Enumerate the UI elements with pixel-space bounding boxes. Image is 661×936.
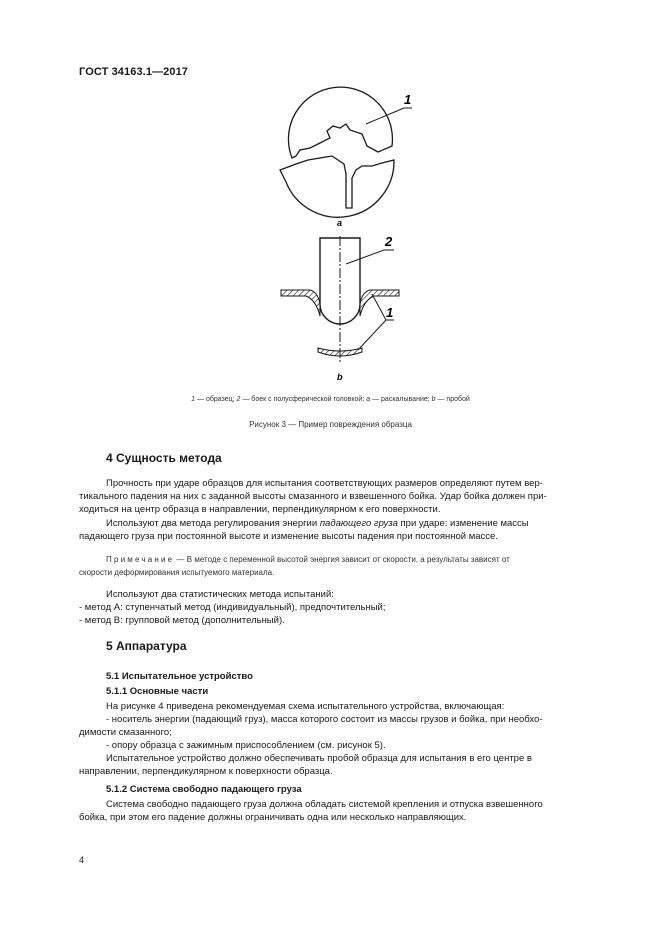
figure-caption: Рисунок 3 — Пример повреждения образца <box>249 420 412 429</box>
section-4-paragraph-2: Используют два метода регулирования энергии падающего груза при ударе: изменение массы падающего груза при постоянной высоте и изменение высоты падения при постоянной массе. <box>79 518 529 542</box>
section-4-note: Примечание — В методе с переменной высотой энергия зависит от скорости, а результаты зависят от скорости деформирования испытуемого материала. <box>79 555 510 577</box>
callout-1-top: 1 <box>404 92 412 107</box>
document-header: ГОСТ 34163.1—2017 <box>79 66 189 78</box>
section-5-1-heading: 5.1 Испытательное устройство <box>106 671 253 682</box>
section-4-paragraph-3: Используют два статистических метода испытаний: - метод А: ступенчатый метод (индивидуальный), предпочтительный; - метод В: групповой метод (дополнительный). <box>79 589 386 626</box>
cracked-specimen-upper <box>288 87 392 158</box>
section-4-heading: 4 Сущность метода <box>106 451 222 465</box>
section-5-heading: 5 Аппаратура <box>106 639 187 653</box>
section-5-1-1-heading: 5.1.1 Основные части <box>106 686 209 697</box>
cracked-specimen-lower <box>280 156 394 217</box>
label-a: a <box>337 218 343 228</box>
section-5-1-2-heading: 5.1.2 Система свободно падающего груза <box>106 784 302 795</box>
figure-legend: 1 — образец; 2 — боек с полусферической головкой; a — раскалывание; b — пробой <box>191 396 470 403</box>
leader-line-1-bottom-b <box>358 320 386 350</box>
label-b: b <box>337 372 343 382</box>
leader-line-1-bottom-a <box>372 294 386 320</box>
page-number: 4 <box>79 855 85 865</box>
specimen-plate-left <box>281 290 320 316</box>
section-4-paragraph-1: Прочность при ударе образцов для испытания соответствующих размеров определяют путем вер- тикального падения на них с заданной высоты смазанного и взвешенного бойка. Удар бойка должен при- ходиться на центр образца в направлении, перпендикулярном к его поверхности. <box>79 478 547 515</box>
section-5-1-2-body: Система свободно падающего груза должна обладать системой крепления и отпуска взвешенного бойка, при этом его падение должны ограничивать одна или несколько направляющих. <box>79 799 543 823</box>
section-5-1-1-body: На рисунке 4 приведена рекомендуемая схема испытательного устройства, включающая: - носитель энергии (падающий груз), масса которого состоит из массы грузов и бойка, при необхо- димости смазанного; - опору образца с зажимным приспособлением (см. рисунок 5). Испытательное устройство должно обеспечивать пробой образца для испытания в его центре в направлении, перпендикулярном к поверхности образца. <box>79 701 543 777</box>
callout-1-bottom: 1 <box>386 305 394 320</box>
callout-2: 2 <box>385 234 393 249</box>
figure-3-drawing <box>0 0 661 400</box>
